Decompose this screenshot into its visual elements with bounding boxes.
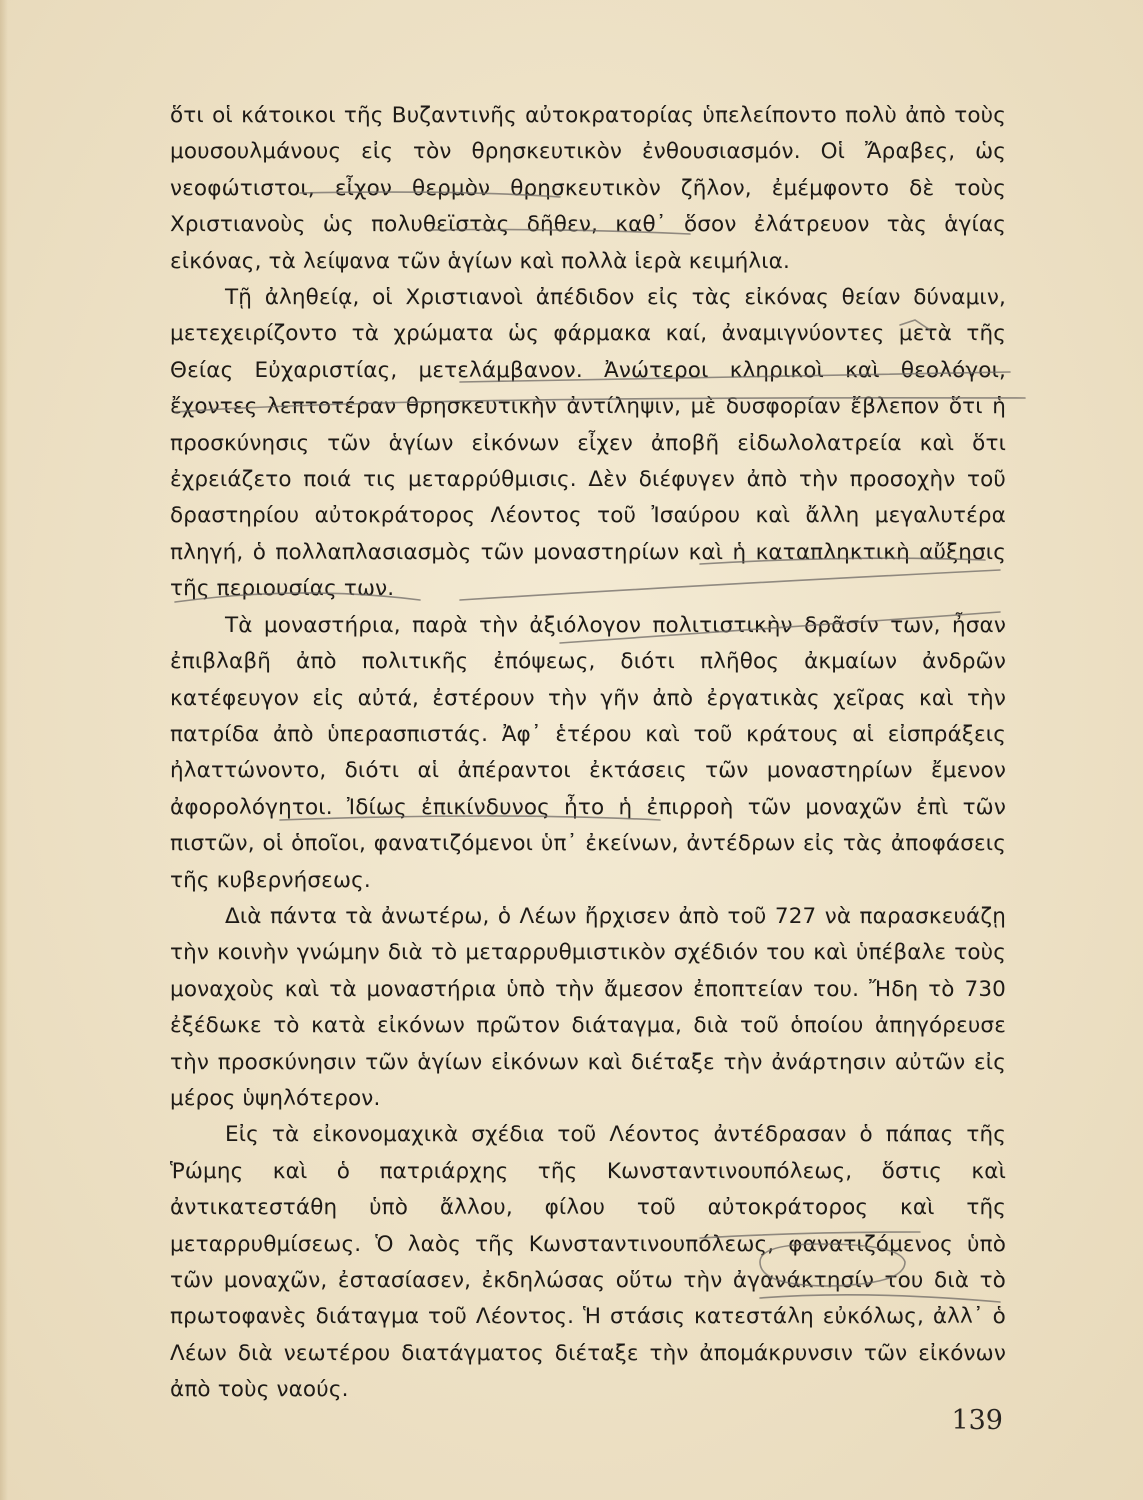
paragraph-1: ὅτι οἱ κάτοικοι τῆς Βυζαντινῆς αὐτοκρατορίας ὑπελείποντο πολὺ ἀπὸ τοὺς μουσουλμάνους εἰς τὸν θρησκευτικὸν ἐνθουσιασμόν. Οἱ Ἄραβες, ὡς νεοφώτιστοι, εἶχον θερμὸν θρησκευτικὸν ζῆλον, ἐμέμφοντο δὲ τοὺς Χριστιανοὺς ὡς πολυθεϊστὰς δῆθεν, καθ᾽ ὅσον ἐλάτρευον τὰς ἁγίας εἰκόνας, τὰ λείψανα τῶν ἁγίων καὶ πολλὰ ἱερὰ κειμήλια. [170,103,1006,274]
paragraph-3: Τὰ μοναστήρια, παρὰ τὴν ἀξιόλογον πολιτιστικὴν δρᾶσίν των, ἦσαν ἐπιβλαβῆ ἀπὸ πολιτικῆς ἐπόψεως, διότι πλῆθος ἀκμαίων ἀνδρῶν κατέφευγον εἰς αὐτά, ἐστέρουν τὴν γῆν ἀπὸ ἐργατικὰς χεῖρας καὶ τὴν πατρίδα ἀπὸ ὑπερασπιστάς. Ἀφ᾽ ἑτέρου καὶ τοῦ κράτους αἱ εἰσπράξεις ἠλαττώνοντο, διότι αἱ ἀπέραντοι ἐκτάσεις τῶν μοναστηρίων ἔμενον ἀφορολόγητοι. Ἰδίως ἐπικίνδυνος ἦτο ἡ ἐπιρροὴ τῶν μοναχῶν ἐπὶ τῶν πιστῶν, οἱ ὁποῖοι, φανατιζόμενοι ὑπ᾽ ἐκείνων, ἀντέδρων εἰς τὰς ἀποφάσεις τῆς κυβερνήσεως. [170,612,1006,893]
paragraph-4: Διὰ πάντα τὰ ἀνωτέρω, ὁ Λέων ἤρχισεν ἀπὸ τοῦ 727 νὰ παρασκευάζῃ τὴν κοινὴν γνώμην διὰ τὸ μεταρρυθμιστικὸν σχέδιόν του καὶ ὑπέβαλε τοὺς μοναχοὺς καὶ τὰ μοναστήρια ὑπὸ τὴν ἄμεσον ἐποπτείαν του. Ἤδη τὸ 730 ἐξέδωκε τὸ κατὰ εἰκόνων πρῶτον διάταγμα, διὰ τοῦ ὁποίου ἀπηγόρευσε τὴν προσκύνησιν τῶν ἁγίων εἰκόνων καὶ διέταξε τὴν ἀνάρτησιν αὐτῶν εἰς μέρος ὑψηλότερον. [170,903,1006,1111]
paragraph-2: Τῇ ἀληθείᾳ, οἱ Χριστιανοὶ ἀπέδιδον εἰς τὰς εἰκόνας θείαν δύναμιν, μετεχειρίζοντο τὰ χρώματα ὡς φάρμακα καί, ἀναμιγνύοντες μετὰ τῆς Θείας Εὐχαριστίας, μετελάμβανον. Ἀνώτεροι κληρικοὶ καὶ θεολόγοι, ἔχοντες λεπτοτέραν θρησκευτικὴν ἀντίληψιν, μὲ δυσφορίαν ἔβλεπον ὅτι ἡ προσκύνησις τῶν ἁγίων εἰκόνων εἶχεν ἀποβῆ εἰδωλολατρεία καὶ ὅτι ἐχρειάζετο ποιά τις μεταρρύθμισις. Δὲν διέφυγεν ἀπὸ τὴν προσοχὴν τοῦ δραστηρίου αὐτοκράτορος Λέοντος τοῦ Ἰσαύρου καὶ ἄλλη μεγαλυτέρα πληγή, ὁ πολλαπλασιασμὸς τῶν μοναστηρίων καὶ ἡ καταπληκτικὴ αὔξησις τῆς περιουσίας των. [170,285,1006,602]
paragraph-5: Εἰς τὰ εἰκονομαχικὰ σχέδια τοῦ Λέοντος ἀντέδρασαν ὁ πάπας τῆς Ῥώμης καὶ ὁ πατριάρχης τῆς Κωνσταντινουπόλεως, ὅστις καὶ ἀντικατεστάθη ὑπὸ ἄλλου, φίλου τοῦ αὐτοκράτορος καὶ τῆς μεταρρυθμίσεως. Ὁ λαὸς τῆς Κωνσταντινουπόλεως, φανατιζόμενος ὑπὸ τῶν μοναχῶν, ἐστασίασεν, ἐκδηλώσας οὕτω τὴν ἀγανάκτησίν του διὰ τὸ πρωτοφανὲς διάταγμα τοῦ Λέοντος. Ἡ στάσις κατεστάλη εὐκόλως, ἀλλ᾽ ὁ Λέων διὰ νεωτέρου διατάγματος διέταξε τὴν ἀπομάκρυνσιν τῶν εἰκόνων ἀπὸ τοὺς ναούς. [170,1122,1006,1403]
page-number: 139 [951,1405,1003,1436]
body-text [170,98,1006,1409]
page-edge-shadow [0,0,8,1500]
